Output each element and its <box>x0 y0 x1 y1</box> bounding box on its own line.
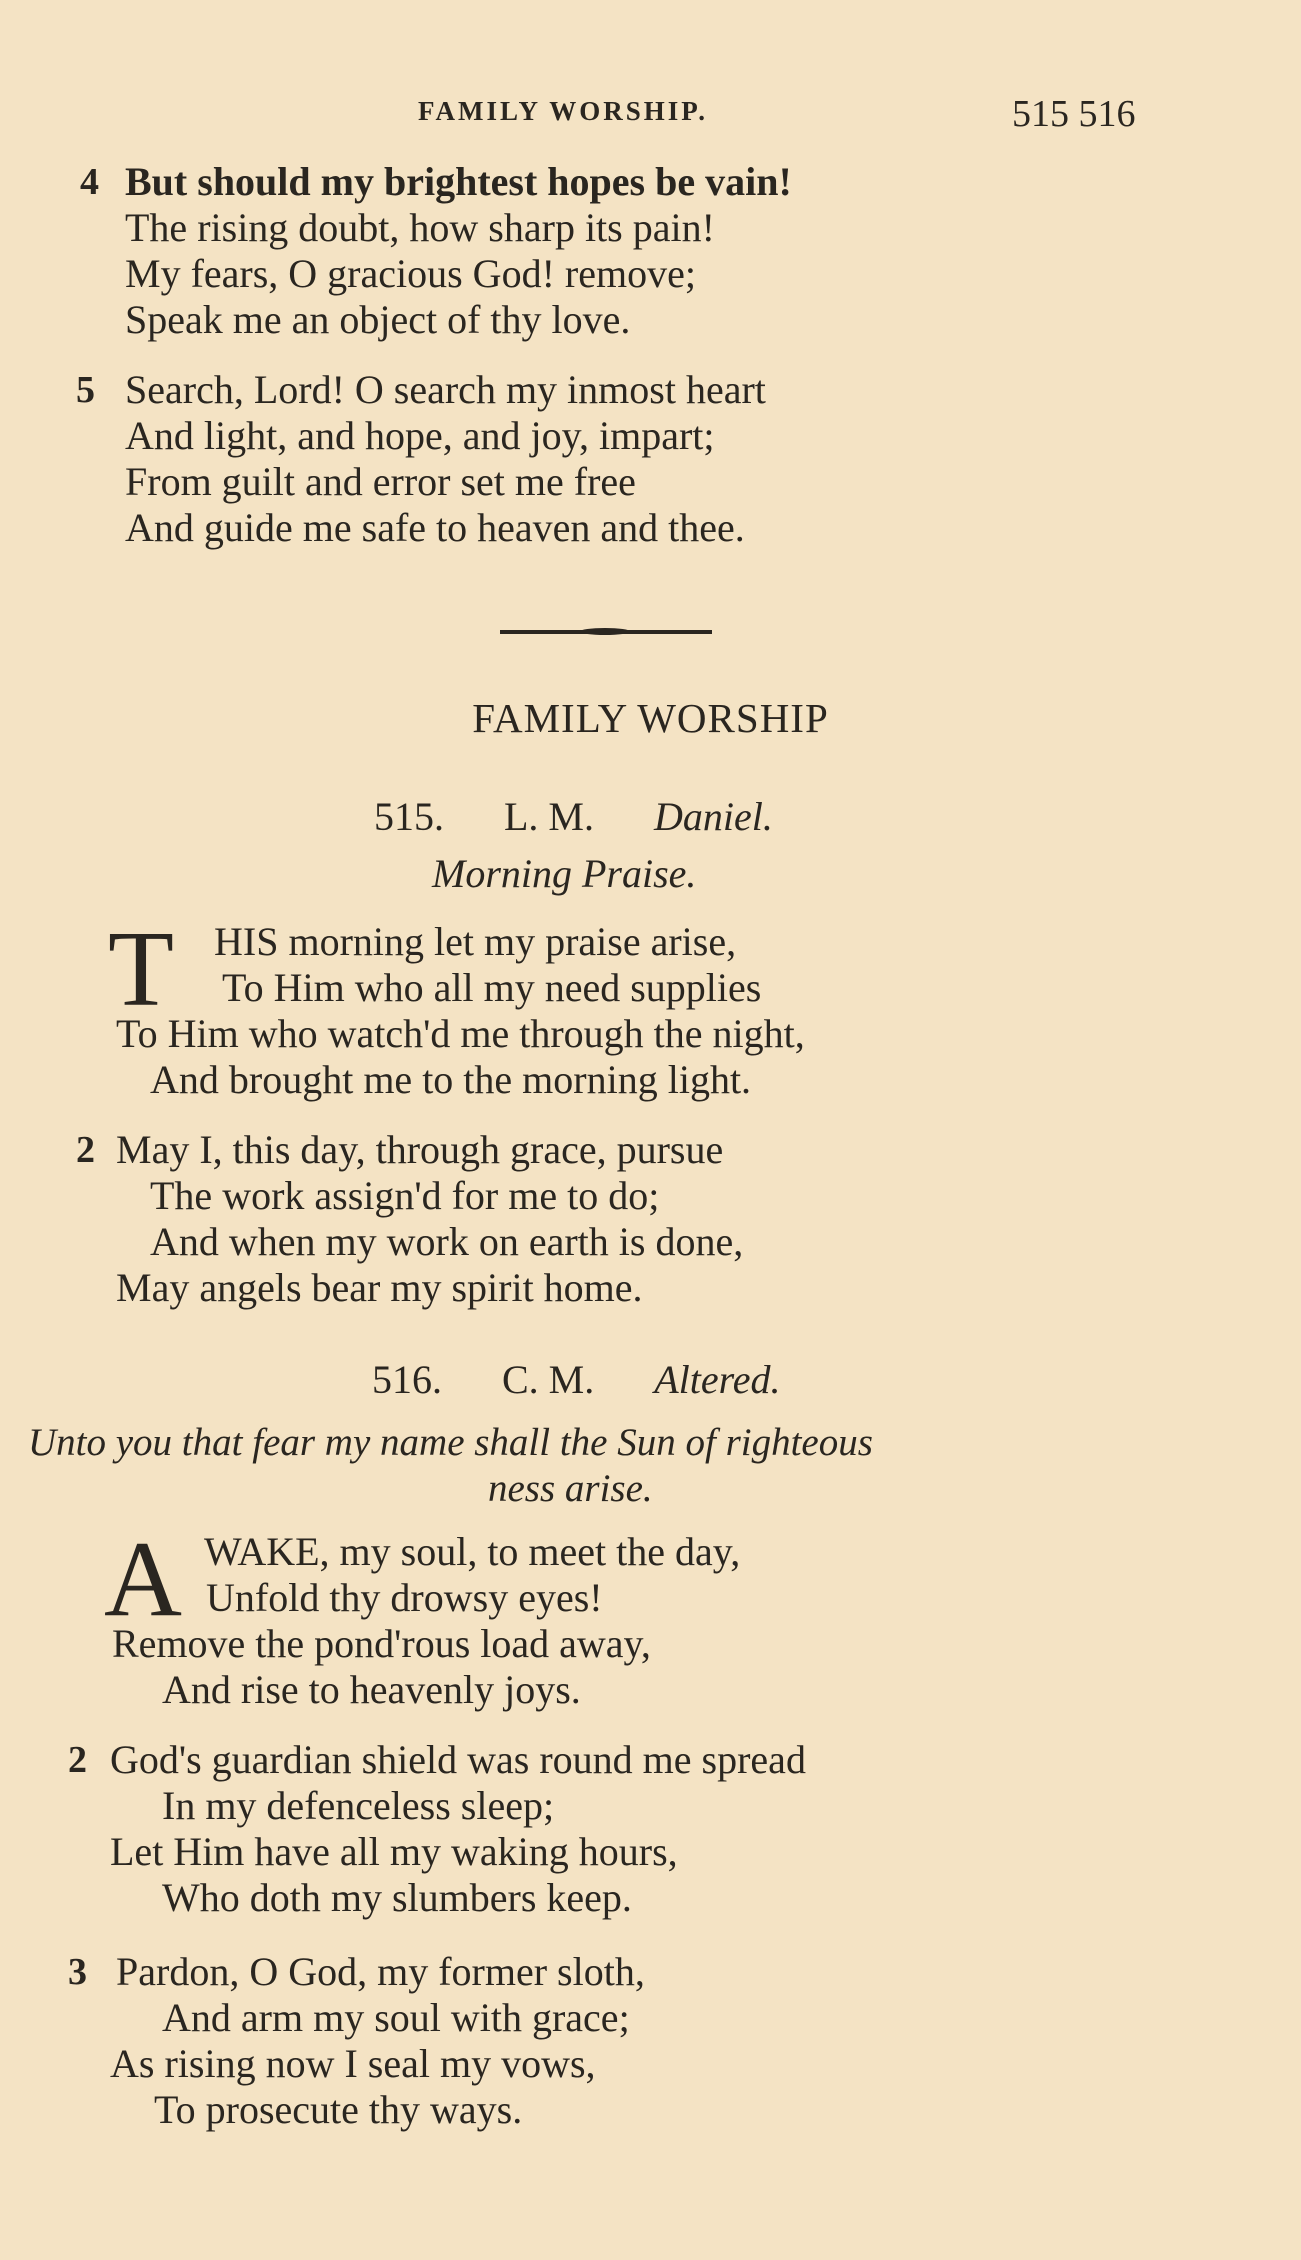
verse-line: And when my work on earth is done, <box>150 1219 744 1264</box>
page-numbers: 515 516 <box>1012 93 1136 135</box>
section-title: FAMILY WORSHIP <box>472 695 829 741</box>
verse-line: In my defenceless sleep; <box>162 1783 555 1828</box>
verse-line: HIS morning let my praise arise, <box>214 919 737 964</box>
section-divider <box>500 630 712 634</box>
stanza-number: 3 <box>68 1951 87 1993</box>
hymn-subtitle: Morning Praise. <box>432 851 697 896</box>
hymn-heading <box>372 1356 781 1403</box>
verse-line: And arm my soul with grace; <box>162 1995 630 2040</box>
verse-line: The work assign'd for me to do; <box>150 1173 660 1218</box>
verse-line: Who doth my slumbers keep. <box>162 1875 632 1920</box>
verse-line: Unfold thy drowsy eyes! <box>206 1575 603 1620</box>
verse-line: Pardon, O God, my former sloth, <box>116 1949 645 1994</box>
verse-line: May angels bear my spirit home. <box>116 1265 643 1310</box>
verse-line: May I, this day, through grace, pursue <box>116 1127 724 1172</box>
verse-line: WAKE, my soul, to meet the day, <box>204 1529 741 1574</box>
verse-line: God's guardian shield was round me spread <box>110 1737 806 1782</box>
running-head <box>0 92 1301 135</box>
drop-cap: T <box>108 910 174 1029</box>
verse-line: And brought me to the morning light. <box>150 1057 752 1102</box>
stanza-number: 4 <box>80 161 99 203</box>
verse-line: And guide me safe to heaven and thee. <box>125 505 745 550</box>
hymn-epigraph: ness arise. <box>488 1467 653 1510</box>
verse-line: My fears, O gracious God! remove; <box>125 251 696 296</box>
hymn-number: 516. <box>372 1357 442 1402</box>
verse-line: From guilt and error set me free <box>125 459 636 504</box>
hymn-tune: Altered. <box>654 1357 781 1402</box>
verse-line: And rise to heavenly joys. <box>162 1667 581 1712</box>
hymn-epigraph: Unto you that fear my name shall the Sun of righteous <box>28 1421 873 1464</box>
stanza-number: 2 <box>76 1129 95 1171</box>
hymn-heading <box>374 793 773 840</box>
running-head-title: FAMILY WORSHIP. <box>418 96 709 126</box>
hymn-number: 515. <box>374 794 444 839</box>
verse-line: To prosecute thy ways. <box>154 2087 523 2132</box>
hymn-meter: L. M. <box>504 794 594 839</box>
stanza-number: 2 <box>68 1739 87 1781</box>
hymn-tune: Daniel. <box>654 794 773 839</box>
verse-line: To Him who watch'd me through the night, <box>116 1011 805 1056</box>
verse-line: Remove the pond'rous load away, <box>112 1621 651 1666</box>
verse-line: The rising doubt, how sharp its pain! <box>125 205 715 250</box>
verse-line: To Him who all my need supplies <box>222 965 762 1010</box>
drop-cap: A <box>104 1520 182 1639</box>
verse-line: And light, and hope, and joy, impart; <box>125 413 715 458</box>
verse-line: Let Him have all my waking hours, <box>110 1829 678 1874</box>
verse-line: Search, Lord! O search my inmost heart <box>125 367 766 412</box>
verse-line: Speak me an object of thy love. <box>125 297 631 342</box>
verse-line: As rising now I seal my vows, <box>110 2041 596 2086</box>
hymn-meter: C. M. <box>502 1357 595 1402</box>
stanza-number: 5 <box>76 369 95 411</box>
verse-line: But should my brightest hopes be vain! <box>125 159 792 204</box>
